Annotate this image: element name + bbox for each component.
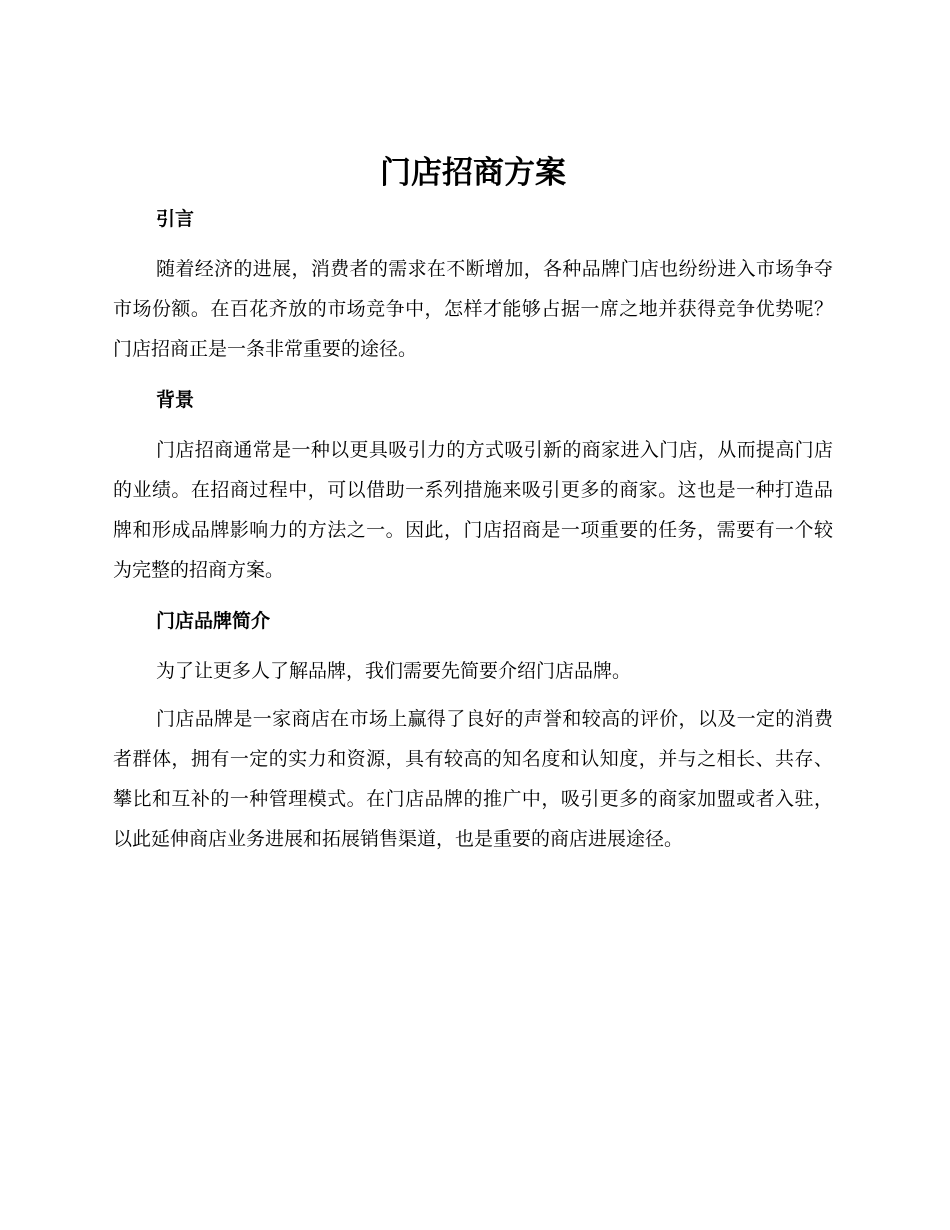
section-heading-background: 背景	[156, 389, 195, 411]
paragraph-background: 门店招商通常是一种以更具吸引力的方式吸引新的商家进入门店，从而提高门店的业绩。在招商过程中，可以借助一系列措施来吸引更多的商家。这也是一种打造品牌和形成品牌影响力的方法之一。因此，门店招商是一项重要的任务，需要有一个较为完整的招商方案。	[113, 439, 833, 581]
document-title: 门店招商方案	[380, 155, 566, 191]
paragraph-introduction: 随着经济的进展，消费者的需求在不断增加，各种品牌门店也纷纷进入市场争夺市场份额。在百花齐放的市场竞争中，怎样才能够占据一席之地并获得竞争优势呢？门店招商正是一条非常重要的途径。	[113, 258, 833, 360]
section-heading-brand-intro: 门店品牌简介	[156, 610, 271, 632]
paragraph-brand-intro-2: 门店品牌是一家商店在市场上赢得了良好的声誉和较高的评价，以及一定的消费者群体，拥有一定的实力和资源，具有较高的知名度和认知度，并与之相长、共存、攀比和互补的一种管理模式。在门店品牌的推广中，吸引更多的商家加盟或者入驻，以此延伸商店业务进展和拓展销售渠道，也是重要的商店进展途径。	[113, 708, 833, 850]
document-body	[113, 148, 833, 859]
paragraph-brand-intro-1: 为了让更多人了解品牌，我们需要先简要介绍门店品牌。	[156, 660, 632, 682]
section-heading-introduction: 引言	[156, 208, 195, 230]
